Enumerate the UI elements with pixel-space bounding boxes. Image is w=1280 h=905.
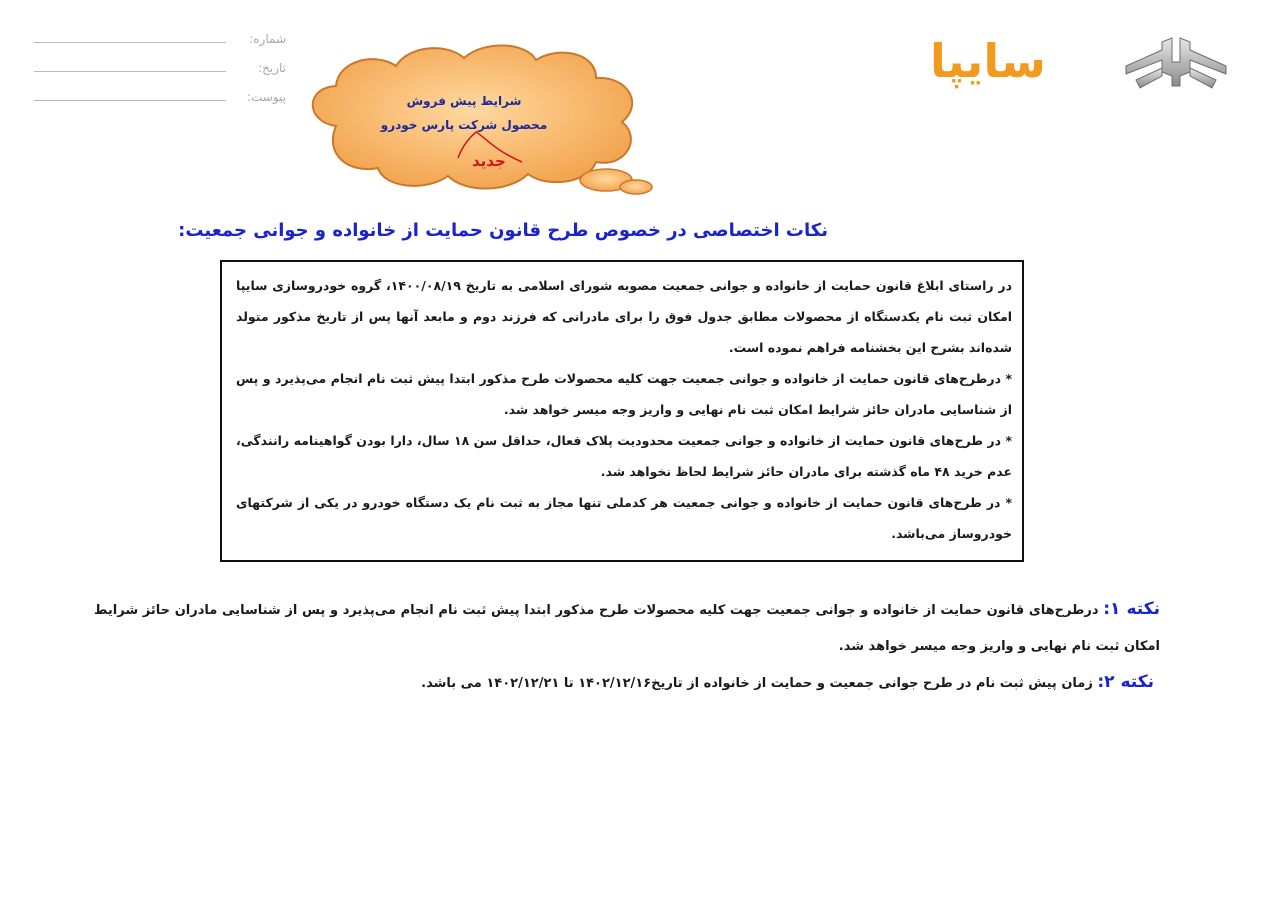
note-1-text: درطرح‌های قانون حمایت از خانواده و جوانی جمعیت جهت کلیه محصولات طرح مذکور ابتدا پیش ثبت نام انجام می‌پذیرد و پس از شناسایی مادران حائز شرایط امکان ثبت نام نهایی و واریز وجه میسر خواهد شد.: [94, 603, 1160, 654]
date-label: تاریخ:: [258, 61, 286, 75]
new-badge: جدید: [472, 152, 506, 170]
attachment-field-row: [34, 88, 290, 117]
saipa-logo-icon: [1122, 32, 1230, 94]
saipa-wordmark: سایپا: [930, 34, 1046, 88]
conditions-box: [220, 260, 1024, 562]
number-field-row: [34, 30, 290, 59]
attachment-label: پیوست:: [246, 90, 286, 104]
note-1: [94, 591, 1160, 665]
condition-paragraph-3: * در طرح‌های قانون حمایت از خانواده و جوانی جمعیت هر کدملی تنها مجاز به ثبت نام یک دستگاه خودرو در یکی از شرکتهای خودروساز می‌باشد.: [236, 495, 1012, 541]
presale-cloud-callout: [296, 38, 656, 200]
intro-paragraph: در راستای ابلاغ قانون حمایت از خانواده و جوانی جمعیت مصوبه شورای اسلامی به تاریخ ۱۴۰۰/۰۸/۱۹، گروه خودروسازی سایپا امکان ثبت نام یکدستگاه از محصولات مطابق جدول فوق را برای مادرانی که فرزند دوم و مابعد آنها پس از تاریخ مذکور متولد شده‌اند بشرح این بخشنامه فراهم نموده است.: [236, 278, 1012, 355]
condition-paragraph-2: * در طرح‌های قانون حمایت از خانواده و جوانی جمعیت محدودیت پلاک فعال، حداقل سن ۱۸ سال، دارا بودن گواهینامه رانندگی، عدم خرید ۴۸ ماه گذشته برای مادران حائز شرایط لحاظ نخواهد شد.: [236, 433, 1013, 479]
letter-meta-fields: [34, 30, 290, 117]
note-2-text: زمان پیش ثبت نام در طرح جوانی جمعیت و حمایت از خانواده از تاریخ۱۴۰۲/۱۲/۱۶ تا ۱۴۰۲/۱۲/۲۱ می باشد.: [421, 676, 1098, 691]
note-1-label: نکته ۱:: [1103, 599, 1161, 619]
cloud-title-line1: شرایط پیش فروش: [406, 94, 522, 108]
note-2: [254, 664, 1154, 702]
note-2-label: نکته ۲:: [1097, 672, 1154, 692]
date-field-row: [34, 59, 290, 88]
saipa-brand: [930, 28, 1230, 98]
number-field-line: [34, 42, 226, 43]
condition-paragraph-1: * درطرح‌های قانون حمایت از خانواده و جوانی جمعیت جهت کلیه محصولات طرح مذکور ابتدا پیش ثبت نام انجام می‌پذیرد و پس از شناسایی مادران حائز شرایط امکان ثبت نام نهایی و واریز وجه میسر خواهد شد.: [236, 371, 1012, 417]
number-label: شماره:: [249, 32, 286, 46]
attachment-field-line: [34, 100, 226, 101]
cloud-title-line2: محصول شرکت پارس خودرو: [380, 118, 548, 132]
page-title: نکات اختصاصی در خصوص طرح قانون حمایت از خانواده و جوانی جمعیت:: [178, 220, 828, 241]
date-field-line: [34, 71, 226, 72]
